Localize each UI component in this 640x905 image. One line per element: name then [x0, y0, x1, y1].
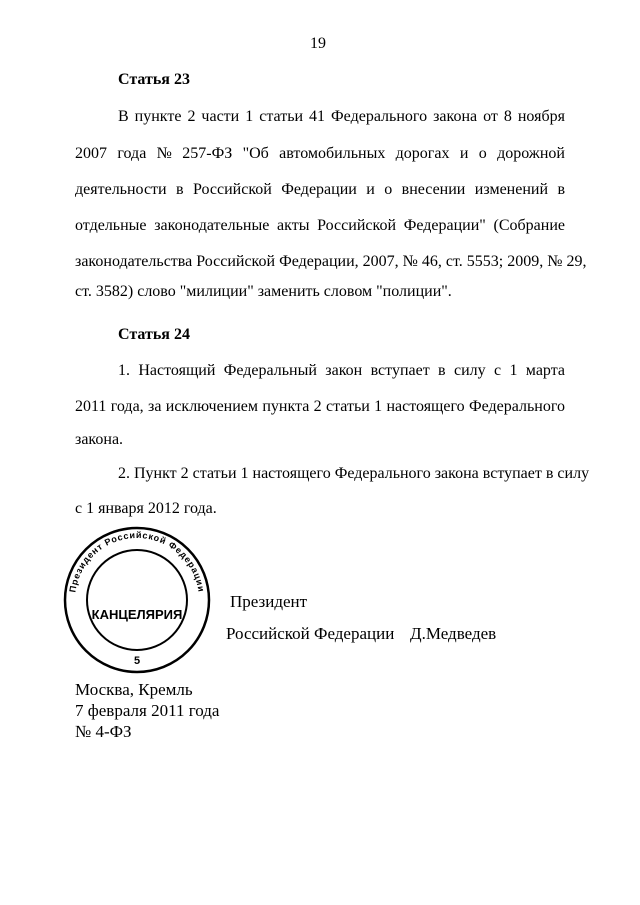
article-24-heading: Статья 24	[118, 326, 190, 343]
article-23-line: В пункте 2 части 1 статьи 41 Федерального закона от 8 ноября	[118, 108, 565, 125]
footer-date: 7 февраля 2011 года	[75, 701, 220, 720]
article-23-line: отдельные законодательные акты Российской Федерации" (Собрание	[75, 217, 565, 234]
article-23-line: законодательства Российской Федерации, 2007, № 46, ст. 5553; 2009, № 29,	[75, 253, 587, 270]
footer-law-number: № 4-ФЗ	[75, 722, 132, 741]
article-23-heading: Статья 23	[118, 71, 190, 88]
signature-title-line2: Российской Федерации	[226, 624, 395, 643]
article-24-p2-line: с 1 января 2012 года.	[75, 500, 217, 517]
article-24-p1-line: закона.	[75, 431, 124, 448]
footer-place: Москва, Кремль	[75, 680, 193, 699]
article-23-line: деятельности в Российской Федерации и о внесении изменений в	[75, 181, 565, 198]
stamp-number: 5	[133, 655, 141, 667]
svg-text:Президент Российской Федерации	[67, 530, 206, 593]
article-24-p1-line: 1. Настоящий Федеральный закон вступает в силу с 1 марта	[118, 362, 565, 379]
article-23-line: ст. 3582) слово "милиции" заменить словом "полиции".	[75, 283, 452, 300]
signature-title-line1: Президент	[230, 592, 308, 611]
page-number: 19	[310, 35, 326, 52]
stamp-center-text: КАНЦЕЛЯРИЯ	[91, 607, 183, 622]
official-seal-stamp	[62, 525, 212, 675]
article-24-p1-line: 2011 года, за исключением пункта 2 статьи 1 настоящего Федерального	[75, 398, 565, 415]
signatory-name: Д.Медведев	[410, 624, 497, 643]
article-23-line: 2007 года № 257-ФЗ "Об автомобильных дорогах и о дорожной	[75, 145, 565, 162]
article-24-p2-line: 2. Пункт 2 статьи 1 настоящего Федерального закона вступает в силу	[118, 465, 590, 482]
stamp-ring-text: Президент Российской Федерации	[67, 529, 207, 594]
